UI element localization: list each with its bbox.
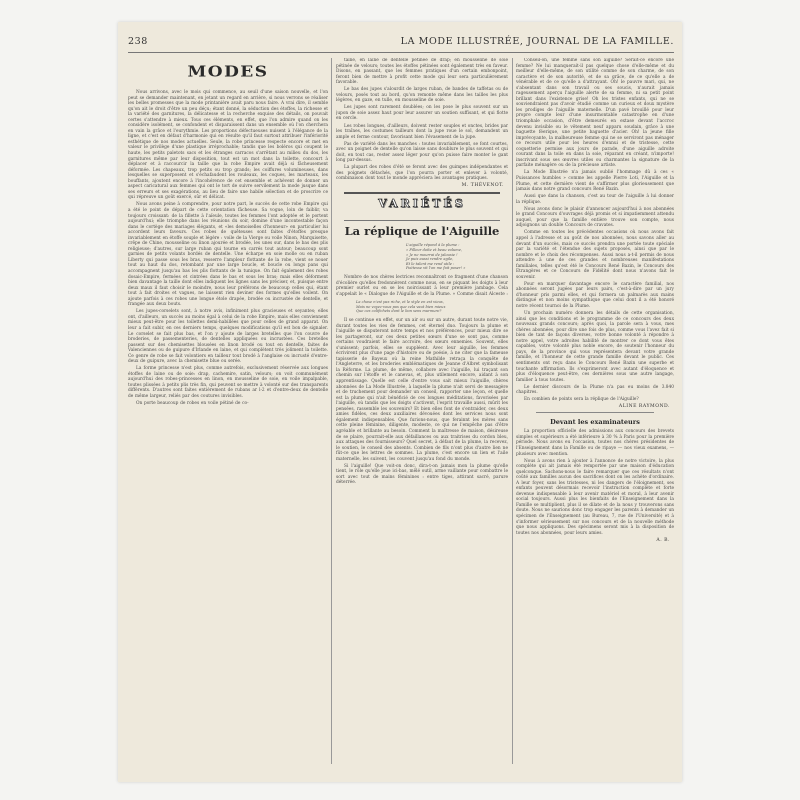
paragraph: Pour en marquer davantage encore le caractère familial, nos abonnées seront jugées par leurs pairs, c'est-à-dire par un jury d'honneur pris parmi elles, et qui formera un palmarès aux mains distingué et non moins sympathique que celui dont il a été honoré notre récent tournoi de la Plume. — [516, 281, 674, 310]
final-signature: A. B. — [656, 537, 670, 543]
paragraph: Si l'aiguille! Que voit-on donc, dira-t-on jamais mon la plume qu'elle tient, le rôle qu'elle joue ici-bas, mêlé outil, arme vaillante pour combattre le sort avec tout de mains féminines : entre tiges, attirant sacré, parure déterrée. — [336, 463, 508, 486]
paragraph: La Mode Illustrée n'a jamais oublié l'hommage dû à ces « Puissances humbles » comme les appelle Pierre Loti, l'Aiguille et la Plume, et cette dernière vient de s'affirmer plus glorieusement que jamais dans notre grand concours René Bazin. — [516, 170, 674, 193]
paragraph: Comme en toutes les précédentes occasions où nous avons fait appel à l'adresse et au goût de nos abonnées, nous savons aller au devant d'un succès, mais ce succès prendra une portée toute spéciale par la variété et l'étendue des sujets proposés, ainsi que par le nombre et le choix des récompenses. Aussi nous a-t-il permis de nous attendre à une de ces grandes et nombreuses manifestations familiales, telles qu'est été le Concours René Bazin, le Concours des Etrangères et ce Concours de Fidélité dont nous n'avons fait le souvenir. — [516, 230, 674, 280]
paragraph: Nous à avons rien à ajouter à l'annonce de notre victoire, la plus complète qui ait jamais été remportée par une maison d'éducation quelconque. Sachons-nous le faire remarquer que ces résultats n'ont coûté aux familles aucun des sacrifices dont on les achète d'ordinaire. A leur foyer, sans les tristesses, ni les dangers de l'éloignement, ses enfants peuvent désormais recevoir l'instruction complète et forte devenue indispensable à leur avenir matériel et moral, à leur avenir social toujours. Aussi plus les bienfaits de l'Enseignement dans la Famille se multiplient, plus il se dilate et de la nous y trouverons sans doute. Nous ne saurions donc trop engager les parents à demander un spécimen de l'Enseignement (au Bureau, 7, rue de l'Université) et à s'informer sérieusement sur nos concours et de la nouvelle méthode que nous appliquons. Des spécimens seront mis à la disposition de toutes nos abonnées, pour leurs amies. — [516, 458, 674, 536]
paragraph: Les jupes-corselets sont, à notre avis, infiniment plus gracieuses et seyantes; elles ont, d'ailleurs, un succès au moins égal à celui de la robe Empire, mais elles conviennent mieux peut-être pour les toilettes demi-habillées que pour celles de grand apparat. On leur a fait subir, en ces derniers temps, quelques modifications qu'il est bon de signaler. Le corselet se fait plus bas, et l'on y ajoute de larges bretelles que l'on couvre de broderies, de passementeries, de dentelles appliquées ou incrustées. Ces bretelles passent sur des chemisettes blousées en linon brodé ou tout en dentelle, faites de Valenciennes ou de guipure d'Irlande en laine, et qui complètent très joliment la toilette. Ce genre de robe se fait volontiers en tailleur tout brodé à l'anglaise ou incrusté d'entre-deux de guipure, avec la chemisette blue ou serée. — [128, 309, 328, 365]
poem-line: Poétesse vit l'on me fait poser! » — [406, 266, 466, 271]
paragraph: taine, en laine de dentelle pétinée de drap; en mousseline de soie pétinée de velours; toutes les étoffes pétinées sont également très en faveur. Disons, en passant, que les femmes pratiques d'un certain embonpoint, feront bien de mettre à profit cette mode qui leur sera particulièrement favorable. — [336, 58, 508, 86]
article-title: La réplique de l'Aiguille — [344, 224, 500, 239]
column-right — [516, 58, 674, 764]
poem-line: « Je ne mourrai de jalousie ! — [406, 252, 458, 257]
journal-title: LA MODE ILLUSTRÉE, JOURNAL DE LA FAMILLE. — [400, 36, 674, 47]
quotation — [356, 300, 508, 314]
page-header — [128, 36, 674, 50]
paragraph: En combien de points sera la réplique de l'Aiguille? — [524, 397, 639, 403]
paragraph: Nous arrivons, avec le mois qui commence, au seuil d'une saison nouvelle, et l'on peut se demander maintenant, en jetant un regard en arrière, si nous verrons se réaliser les belles promesses que la mode printanière avait paru nous faire. A vrai dire, il semble qu'on ait le droit d'être un peu déçu; étant donné, la séduction des étoffes, la richesse et la variété des garnitures, la délicatesse et la recherche exquise des détails, on pouvait certes s'attendre à mieux. Tous ces éléments, en effet, que l'on admire quand on les considère isolément, se confondent et disparaissent dans un ensemble où l'on cherchera en vain la grâce et l'eurythmie. Les proportions défectueuses nuisent à l'élégance de la ligne, et c'est en défaut d'harmonie qui en résulte qu'il faut surtout attribuer l'infériorité esthétique de nos modes actuelles. Seule, la robe princesse respecte encore et met en valeur le privilège d'une plastique irréprochable; tandis que les boléros qui coupent le haute, les petits paletots sacs et les étranges carracos s'arrêtant au milieu du dos, les garnitures même par leur disposition, tout est un mot dans la toilette, concourt à déplacer et à raccourcir la taille que la robe Empire avait déjà si fâcheusement déformée. Les chapeaux, trop petits ou trop grands; les coiffures volumineuses, dans lesquelles se superposent et s'échafaudent les rouleaux, les coques, les marteaux, les bouffants, ajoutent encore à l'incohérence de cet ensemble et achèvent de donner un aspect caricatural aux femmes qui ont le tort de suivre servilement la mode jusque dans ses erreurs et ses exagérations, au lieu de faire une habile sélection et de proscrire ce qui répreuve un goût exercé, sûr et délicat. — [128, 90, 328, 201]
column-divider-1 — [331, 58, 332, 764]
poem-line: Je puis aussi rendre agile, — [406, 257, 454, 262]
paragraph: La proportion officielle des admissions aux concours des brevets simples et supérieurs a été inférieure à 30 % à Paris pour la première période. Nous avons eu l'occasion, toutes nos chères présidentes de l'Enseignement dans la Famille ou de ripaye — nos vieux examens, — plusieurs avec mention. — [516, 429, 674, 457]
quote-line: Que ces colifichets dont le bon sens murmure? — [356, 309, 442, 314]
poem-line: L'aiguille répond à la plume : — [406, 243, 460, 248]
journal-page — [118, 22, 682, 782]
paragraph: Conseil-on, une femme sans son aiguille? Serait-ce encore une femme? Ne lui manquerait-il pas quelque chose d'elle-même et du meilleur d'elle-même, de son utilité comme de son charme, de son caractère et de son autorité, et de sa grâce, de ce qu'elle a de vénérable et de ce qu'elle a d'attrayant. Oh! le pauvre mari, qui, ne s'absentant dans son travail ou ses soucis, n'aurait jamais rageusement aperçu l'aiguille alerte de sa femme, ni sa petit point brillant dans l'existence grise! Oh les tristes enfants, qui ne se souviendraient pas d'avoir étudié comme un curieux et doux mystère les prodiges de l'aiguille maternelle. D'un pavé brouillé pour leur propre compte leur d'une insurmontable catastrophe en d'une triomphale occasion, d'être demeurés en extase devant l'accroc devenu invisible ou le vêtement neuf apparu soudain, grâce à une baguette féerique, une petite baguette d'acier. Oh! la jeune fille imprévoyante, la malheureuse femme qui ne se serviront pas ménager ce recours utile pour les heures d'ennui et de tristesse, cette coquetterie permise aux jours de parade, d'une aiguille adroite courant dans la toile en dans la soie, réparant en créant, n'importe! inscrivant sous ses œuvres utiles ou charmantes la signature de la parfaite ménagère ou de la précieuse artiste. — [516, 58, 674, 169]
paragraph: Le dernier discours de la Plume n'a pas eu moins de 3.840 chapitres. — [516, 384, 674, 396]
paragraph: Les jupes sont rarement doublées; on les pose le plus souvent sur un jupon de soie assez haut pour leur assurer un soutien suffisant, et qui flotte en cercle. — [336, 105, 508, 122]
paragraph: Nous avons donc le plaisir d'annoncer aujourd'hui à nos abonnées le grand Concours d'ouvrages déjà promis et si impatiemment attendu auquel, pour que la famille entière trouve son compte, nous adjoignons un double Concours de cravates. — [516, 206, 674, 229]
paragraph: Nombre de nos chères lectrices reconnaîtront ce fragment d'une chanson d'écolière qu'elles fredonnèrent comme nous, en se piquant les doigts à leur premier ourlet ou en se les noircissant à leur première jambage. Cela s'appelait le « Dialogue de l'Aiguille et de la Plume. » Comme disait Alceste : — [336, 275, 508, 297]
header-rule — [128, 52, 674, 53]
section-subtitle: Devant les examinateurs — [550, 418, 640, 427]
paragraph: Les robes longues, d'ailleurs, doivent rester souples et onctes, brides par les traînes, les costumes tailleurs dont la jupe roue le sol, demandent un ample et ferme contour, favorisant bien l'évasement de la jupe. — [336, 123, 508, 140]
paragraph: Aussi que dans la chanson, c'est au tour de l'aiguille à lui donner la réplique. — [516, 194, 674, 205]
column-modes — [128, 58, 328, 764]
author-signature: ALINE RAYMOND. — [618, 404, 670, 410]
poem-line: « Filleur doïte et beau volume, — [406, 248, 462, 253]
column-divider-2 — [512, 58, 513, 764]
column-middle — [336, 58, 508, 764]
quote-line: La chose n'est pas riche, et le style en est vieux, — [356, 300, 444, 305]
varietes-heading: VARIÉTÉS — [378, 197, 466, 211]
section-divider — [536, 412, 654, 413]
poem-excerpt — [406, 243, 508, 271]
varietes-banner — [344, 192, 500, 221]
page-number: 238 — [128, 36, 148, 47]
section-title-modes: MODES — [187, 63, 269, 81]
author-signature: M. THÉVENOT. — [461, 183, 504, 189]
quote-line: Mais ne voyez-vous pas que cela vaut bien mieux — [356, 304, 446, 309]
paragraph: La forme princesse n'est plus, comme autrefois, exclusivement réservée aux longues étoffes de laine ou de soie: drap, cachemire, satin, velours; on voit communément aujourd'hui des robes-princesses en linon, en mousseline de soie, en voile impalpable, toutes plissées à petits plis très fin, qui peuvent se mettre à volonté sur des transparents différents. D'autres sont faites entièrement de rubans ar l-2 et d'entre-deux de dentelle de même largeur, reliés par des coutures invisibles. — [128, 366, 328, 400]
paragraph: La plupart des robes d'été se feront avec des guimpes indépendantes et des poignets détachés, que l'on pourra porter et enlever à volonté, combinaison dont tout le monde appréciera les avantages pratiques. — [336, 165, 508, 182]
paragraph: On porte beaucoup de robes en voile pétiné de co- — [136, 401, 249, 407]
poem-line: Et le talent me rend utile : — [406, 261, 455, 266]
paragraph: Un prochain numéro donnera les détails de cette organisation, ainsi que les conditions et le programme de ce concours des deux nouveaux grands concours; après quoi, la parole sera à vous, mes chères abonnées, pour dire une fois de plus, comme vous l'avez fait si bien de tant de façons diverses, votre bonne volonté à répondre à notre appel, votre adroites habilité de montrer ce dont vous êtes capables, votre volonté plus noble encore, de soutenir l'honneur du pays, de la province qui vous représentera devant votre grande famille, et l'honneur de cette grande famille devant le public. Ces sentiments ont reçu dans le Concours René Bazin une superbe et touchante affirmation. Ils s'exprimeront avec autant d'éloquence et plus d'éloquence peut-être, ces dernières sous une autre langage, familier à tous toutes. — [516, 311, 674, 383]
paragraph: Le bas des jupes s'alourdit de larges ruban, de bandes de taffetas ou de velours, posés tout au bord, qu'on remonte même dans les tailles les plus légères, en gaze, en tulle, en mousseline de soie. — [336, 87, 508, 104]
paragraph: Pas de variété dans les manches : toutes invariablement, se font courtes, avec un poignet de dentelle qu'on laisse sans doublure le plus souvent et qui doit, en tout cas, rester assez léger pour qu'on puisse faire monter le gant long par-dessus. — [336, 141, 508, 164]
paragraph: Il se continue en effet, sur un air ou sur un autre, durant toute notre vie, durant toutes les vies de femmes, cet éternel duo. Toujours la plume et l'aiguille se disputeront notre temps et nos préférences, pour mieux dire se les partageront, sur ces deux petites sœurs d'une se sont pas, comme certains voudraient le faire accroire, des sœurs ennemies. Souvent, elles s'unissent; parfois, elles se suppléent. Avec leur aiguille, les femmes écrivirent plus d'une page d'histoire ou de poésie, à ne citer que la fameuse tapisserie de Bayeux où la reine Mathilde retraça la conquête de l'Angleterre, et les broderies emblématiques de Jeanne d'Albret symbolisant la Réforme. La plume, de même, collabore avec l'aiguille, lui traçant son chemin sur l'étoffe et le canevas, et, plus utilement encore, aidant à son apprentissage. Quelle est celle d'entre vous sait mieux l'aiguille, chères abonnées de La Mode Illustrée, à laquelle la plume n'ait servi de messagère et de truchement pour demander un conseil, rapporter une leçon, et quelle est la plume qui n'ait bénéficié de ces longues méditations, favorisées par l'aiguille, où tandis que les doigts s'activent, l'esprit travaille aussi, mûrit les pensées, rassemble les souvenirs? Et bien elles font de s'entraider, ces deux amies fidèles, ces deux auxiliaires dévouées dont les services nous sont également indispensables. Que furions-nous, que ferainnt les mères sans cette pleine féminine, diligente, modeste, ce qui ne l'empêche pas d'être agréable et brillante au besoin. Comment la maîtresse de maison, désireuse de se plaire, pourrait-elle aux défaillances ou aux traitrises du cordon bleu, aux attaques des fournisseurs? Quel secret, à défaut de la plume, la recevez, le soutien, le conseil des absents. Combien de fils n'ont plus d'autre lien ne fût-ce que les lettres de sommes. La plume, c'est encore un lien et l'aile maternelle, les suivent, les couvent jusqu'au fond du monde. — [336, 318, 508, 462]
paragraph: Nous avons peine à comprendre, pour notre part, le succès de cette robe Empire qui a été le point de départ de cette orientation fâcheuse. Sa vogue, loin de faiblir, va toujours croissant: de la fillette à l'aïeule, toutes les femmes l'ont adoptée et le portent aujourd'hui; elle triomphe dans les réunions du soir, domine d'une incontestable façon dans le cortège des mariages élégants, et «les demoiselles d'honneur» en particulier lui accordent leurs faveurs. Ces robes de quêteuses sont faites d'étoffes presque invariablement en étoffe souple et légère : voile de la Vierge ou voile Ninon, Marquisette, crêpe de Chine, mousseline ou linon ajourée et brodée, les unes sur, dans le bas des plis religieuse; d'autres, sur large ruban qui tourne en carrés tout autour; beaucoup sont garnies de petits volants bordés de dentelle. Une écharpe en soie molle ou en ruban Liberty qui passe sous les bras, resserre l'ampleur flottante de la robe, vient se nouer tout au haut du dos, retombant par une large boucle, et boucle ou longs pans qui accompagnent jusqu'au bas les plis flottants de la tunique. On fait également des robes dosaic-Empire, fermées et cintrées dans le bas et sous les bras; mais elles déforment bien davantage la taille dont elles indiquent les lignes sans les préciser, et, puisque entre deux maux il faut choisir le moindre, nous leur préférons de beaucoup celles qui, étant tout à fait droites et vagues, ne laissent rien deviner des formes qu'elles voilent. On ajoute parfois à ces robes une longue étole drapée, brodée ou incrustée de dentelle, et frangée aux deux bouts. — [128, 202, 328, 308]
